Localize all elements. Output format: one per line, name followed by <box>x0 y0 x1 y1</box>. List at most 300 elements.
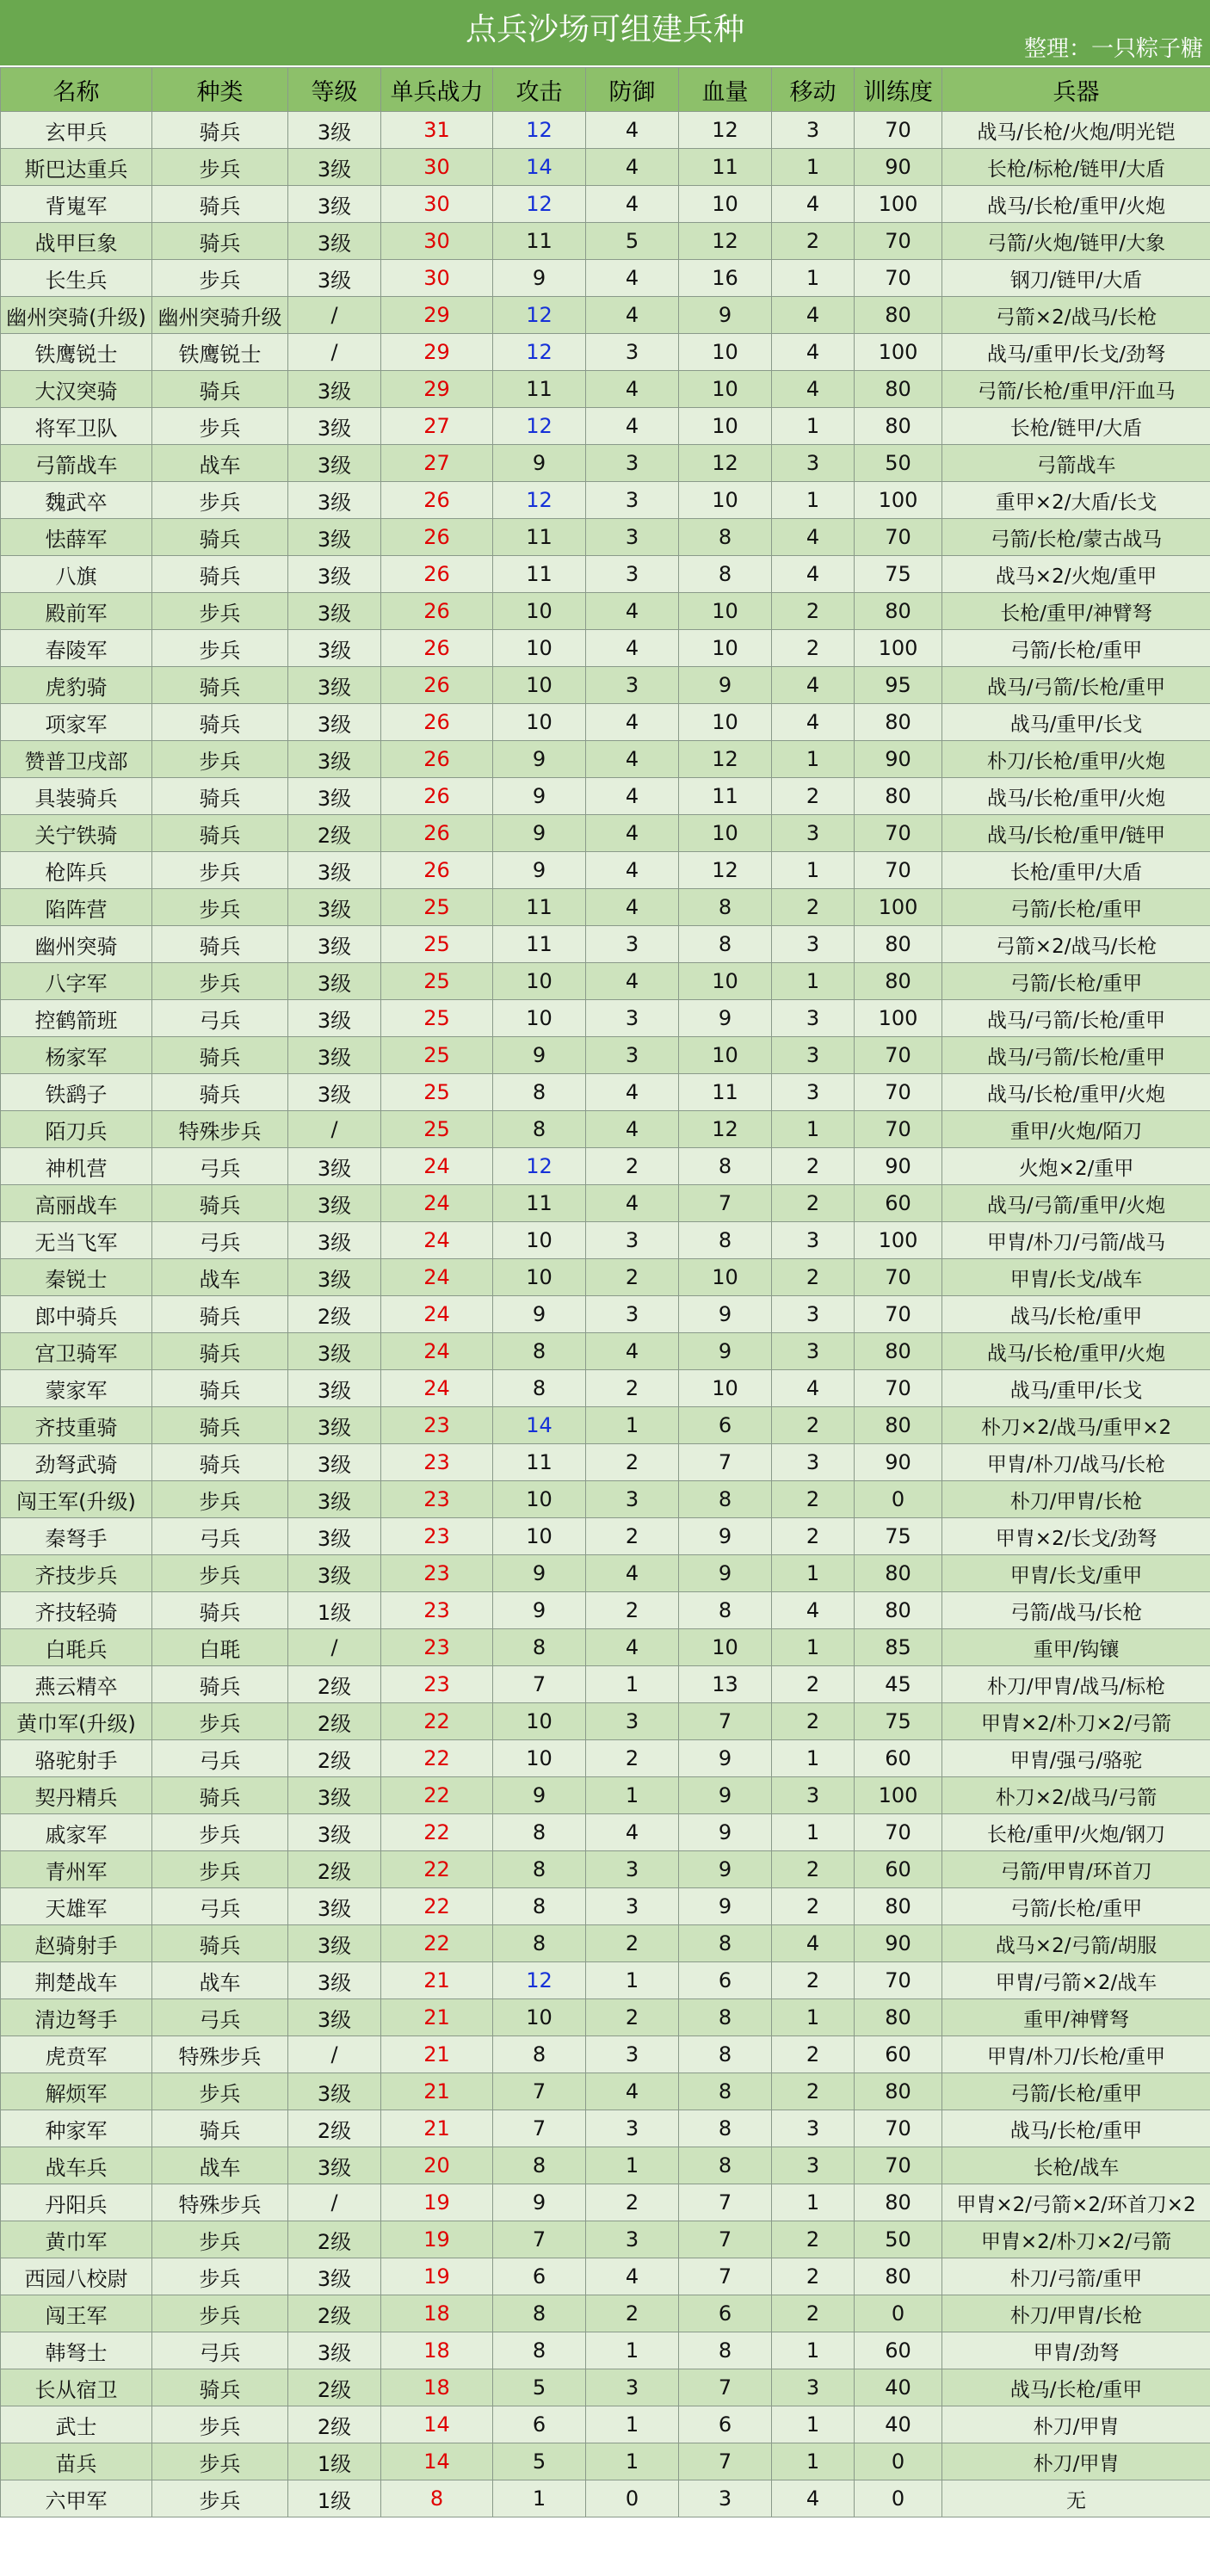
cell-name: 丹阳兵 <box>1 2184 152 2221</box>
cell-weapons: 弓箭×2/战马/长枪 <box>942 926 1210 963</box>
cell-training: 90 <box>855 1148 942 1185</box>
cell-hp: 8 <box>679 1148 772 1185</box>
cell-move: 2 <box>772 593 855 630</box>
column-header-weapons: 兵器 <box>942 68 1210 112</box>
cell-training: 0 <box>855 2295 942 2332</box>
cell-type: 骑兵 <box>152 1407 288 1444</box>
cell-power: 23 <box>381 1592 493 1629</box>
cell-training: 70 <box>855 223 942 260</box>
cell-move: 2 <box>772 1407 855 1444</box>
cell-defense: 0 <box>586 2480 679 2517</box>
cell-name: 长从宿卫 <box>1 2369 152 2406</box>
cell-type: 战车 <box>152 1259 288 1296</box>
cell-hp: 6 <box>679 1407 772 1444</box>
table-row <box>1 1740 1210 1777</box>
cell-weapons: 战马/弓箭/重甲/火炮 <box>942 1185 1210 1222</box>
cell-training: 70 <box>855 1259 942 1296</box>
cell-move: 2 <box>772 2295 855 2332</box>
cell-power: 30 <box>381 260 493 297</box>
cell-weapons: 战马/长枪/重甲 <box>942 2110 1210 2147</box>
table-row <box>1 2184 1210 2221</box>
cell-power: 30 <box>381 149 493 186</box>
cell-hp: 9 <box>679 1518 772 1555</box>
table-row <box>1 1703 1210 1740</box>
cell-move: 4 <box>772 334 855 371</box>
cell-hp: 10 <box>679 593 772 630</box>
cell-attack: 8 <box>493 1333 586 1370</box>
cell-attack: 7 <box>493 2073 586 2110</box>
cell-defense: 1 <box>586 2147 679 2184</box>
cell-move: 4 <box>772 297 855 334</box>
cell-weapons: 甲胄×2/朴刀×2/弓箭 <box>942 2221 1210 2258</box>
table-row <box>1 667 1210 704</box>
cell-attack: 11 <box>493 1444 586 1481</box>
cell-move: 3 <box>772 1333 855 1370</box>
cell-attack: 8 <box>493 1851 586 1888</box>
column-header-name: 名称 <box>1 68 152 112</box>
cell-attack: 11 <box>493 556 586 593</box>
cell-training: 80 <box>855 778 942 815</box>
cell-power: 22 <box>381 1814 493 1851</box>
column-header-hp: 血量 <box>679 68 772 112</box>
cell-weapons: 弓箭/长枪/重甲 <box>942 963 1210 1000</box>
cell-level: 3级 <box>288 630 381 667</box>
cell-power: 22 <box>381 1703 493 1740</box>
cell-defense: 4 <box>586 815 679 852</box>
unit-table <box>0 67 1210 2517</box>
cell-level: 3级 <box>288 852 381 889</box>
column-header-power: 单兵战力 <box>381 68 493 112</box>
cell-power: 25 <box>381 889 493 926</box>
cell-type: 弓兵 <box>152 1888 288 1925</box>
table-row <box>1 630 1210 667</box>
table-row <box>1 1407 1210 1444</box>
cell-defense: 3 <box>586 2036 679 2073</box>
cell-defense: 3 <box>586 519 679 556</box>
cell-name: 齐技轻骑 <box>1 1592 152 1629</box>
cell-attack: 8 <box>493 2036 586 2073</box>
cell-training: 100 <box>855 1222 942 1259</box>
cell-attack: 8 <box>493 1111 586 1148</box>
cell-hp: 6 <box>679 1962 772 1999</box>
cell-level: 3级 <box>288 149 381 186</box>
cell-attack: 9 <box>493 1592 586 1629</box>
table-row <box>1 2147 1210 2184</box>
cell-move: 4 <box>772 667 855 704</box>
cell-training: 70 <box>855 815 942 852</box>
cell-name: 武士 <box>1 2406 152 2443</box>
cell-defense: 4 <box>586 889 679 926</box>
table-row <box>1 1814 1210 1851</box>
cell-attack: 7 <box>493 2221 586 2258</box>
cell-defense: 4 <box>586 1629 679 1666</box>
table-row <box>1 1185 1210 1222</box>
cell-move: 1 <box>772 482 855 519</box>
cell-hp: 9 <box>679 1333 772 1370</box>
cell-attack: 12 <box>493 408 586 445</box>
cell-name: 大汉突骑 <box>1 371 152 408</box>
cell-weapons: 钢刀/链甲/大盾 <box>942 260 1210 297</box>
cell-level: / <box>288 2036 381 2073</box>
cell-type: 步兵 <box>152 593 288 630</box>
table-row <box>1 519 1210 556</box>
table-row <box>1 223 1210 260</box>
cell-power: 24 <box>381 1148 493 1185</box>
cell-type: 步兵 <box>152 2406 288 2443</box>
cell-level: 3级 <box>288 112 381 149</box>
cell-training: 0 <box>855 2480 942 2517</box>
cell-defense: 3 <box>586 667 679 704</box>
table-row <box>1 1555 1210 1592</box>
cell-move: 3 <box>772 2147 855 2184</box>
page-title: 点兵沙场可组建兵种 <box>465 12 744 47</box>
cell-move: 4 <box>772 371 855 408</box>
cell-attack: 5 <box>493 2369 586 2406</box>
cell-weapons: 战马×2/弓箭/胡服 <box>942 1925 1210 1962</box>
table-row <box>1 2332 1210 2369</box>
cell-weapons: 战马/长枪/重甲/火炮 <box>942 186 1210 223</box>
cell-attack: 10 <box>493 1518 586 1555</box>
cell-defense: 1 <box>586 2406 679 2443</box>
cell-power: 26 <box>381 815 493 852</box>
table-row <box>1 1444 1210 1481</box>
cell-move: 1 <box>772 149 855 186</box>
cell-power: 19 <box>381 2184 493 2221</box>
table-row <box>1 1370 1210 1407</box>
cell-hp: 8 <box>679 1999 772 2036</box>
cell-type: 骑兵 <box>152 1925 288 1962</box>
cell-type: 战车 <box>152 2147 288 2184</box>
table-row <box>1 1259 1210 1296</box>
cell-name: 齐技步兵 <box>1 1555 152 1592</box>
cell-level: 3级 <box>288 1333 381 1370</box>
cell-defense: 3 <box>586 1851 679 1888</box>
cell-name: 天雄军 <box>1 1888 152 1925</box>
table-row <box>1 2480 1210 2517</box>
cell-weapons: 弓箭/长枪/重甲/汗血马 <box>942 371 1210 408</box>
cell-level: 3级 <box>288 667 381 704</box>
cell-hp: 10 <box>679 371 772 408</box>
cell-defense: 4 <box>586 778 679 815</box>
cell-defense: 2 <box>586 1259 679 1296</box>
cell-attack: 10 <box>493 704 586 741</box>
cell-hp: 10 <box>679 704 772 741</box>
cell-name: 种家军 <box>1 2110 152 2147</box>
cell-hp: 7 <box>679 2369 772 2406</box>
cell-type: 步兵 <box>152 630 288 667</box>
cell-attack: 10 <box>493 1000 586 1037</box>
cell-name: 神机营 <box>1 1148 152 1185</box>
cell-defense: 3 <box>586 1037 679 1074</box>
cell-power: 30 <box>381 186 493 223</box>
cell-attack: 8 <box>493 1814 586 1851</box>
cell-weapons: 重甲/神臂弩 <box>942 1999 1210 2036</box>
cell-level: 3级 <box>288 223 381 260</box>
cell-level: 3级 <box>288 2147 381 2184</box>
cell-name: 青州军 <box>1 1851 152 1888</box>
cell-power: 8 <box>381 2480 493 2517</box>
cell-hp: 7 <box>679 1703 772 1740</box>
cell-weapons: 朴刀×2/战马/弓箭 <box>942 1777 1210 1814</box>
cell-power: 21 <box>381 2036 493 2073</box>
cell-training: 85 <box>855 1629 942 1666</box>
cell-hp: 8 <box>679 2332 772 2369</box>
cell-hp: 10 <box>679 408 772 445</box>
cell-power: 25 <box>381 1074 493 1111</box>
cell-hp: 8 <box>679 2036 772 2073</box>
cell-power: 26 <box>381 704 493 741</box>
cell-attack: 9 <box>493 778 586 815</box>
cell-power: 21 <box>381 1962 493 1999</box>
cell-training: 80 <box>855 1888 942 1925</box>
cell-name: 齐技重骑 <box>1 1407 152 1444</box>
cell-attack: 9 <box>493 1037 586 1074</box>
cell-weapons: 战马/重甲/长戈 <box>942 704 1210 741</box>
cell-training: 100 <box>855 186 942 223</box>
cell-power: 26 <box>381 741 493 778</box>
cell-type: 骑兵 <box>152 2369 288 2406</box>
cell-attack: 9 <box>493 2184 586 2221</box>
cell-move: 3 <box>772 1777 855 1814</box>
cell-move: 3 <box>772 112 855 149</box>
cell-defense: 4 <box>586 2073 679 2110</box>
cell-power: 18 <box>381 2369 493 2406</box>
cell-level: 3级 <box>288 1444 381 1481</box>
cell-training: 70 <box>855 1370 942 1407</box>
cell-name: 高丽战车 <box>1 1185 152 1222</box>
cell-move: 3 <box>772 445 855 482</box>
cell-level: / <box>288 297 381 334</box>
cell-weapons: 弓箭/甲胄/环首刀 <box>942 1851 1210 1888</box>
cell-defense: 4 <box>586 149 679 186</box>
cell-defense: 3 <box>586 556 679 593</box>
cell-move: 1 <box>772 2184 855 2221</box>
cell-move: 1 <box>772 852 855 889</box>
cell-hp: 8 <box>679 2073 772 2110</box>
cell-defense: 2 <box>586 2184 679 2221</box>
cell-level: 2级 <box>288 1703 381 1740</box>
cell-weapons: 战马/长枪/火炮/明光铠 <box>942 112 1210 149</box>
cell-training: 60 <box>855 2036 942 2073</box>
cell-type: 骑兵 <box>152 223 288 260</box>
cell-training: 70 <box>855 1111 942 1148</box>
cell-weapons: 甲胄/朴刀/弓箭/战马 <box>942 1222 1210 1259</box>
cell-hp: 12 <box>679 223 772 260</box>
cell-hp: 12 <box>679 852 772 889</box>
cell-type: 步兵 <box>152 1814 288 1851</box>
cell-hp: 7 <box>679 1444 772 1481</box>
credit-text: 整理：一只粽子糖 <box>1023 36 1203 62</box>
cell-type: 步兵 <box>152 741 288 778</box>
cell-power: 25 <box>381 1037 493 1074</box>
cell-training: 60 <box>855 1740 942 1777</box>
cell-weapons: 战马/弓箭/长枪/重甲 <box>942 667 1210 704</box>
cell-level: 3级 <box>288 482 381 519</box>
cell-power: 14 <box>381 2443 493 2480</box>
cell-level: 1级 <box>288 2443 381 2480</box>
cell-level: 2级 <box>288 2406 381 2443</box>
cell-defense: 4 <box>586 112 679 149</box>
title-bar <box>0 0 1210 67</box>
cell-power: 22 <box>381 1851 493 1888</box>
cell-type: 弓兵 <box>152 1740 288 1777</box>
cell-name: 闯王军 <box>1 2295 152 2332</box>
cell-attack: 9 <box>493 260 586 297</box>
cell-name: 蒙家军 <box>1 1370 152 1407</box>
table-row <box>1 1481 1210 1518</box>
cell-training: 100 <box>855 1777 942 1814</box>
cell-power: 24 <box>381 1296 493 1333</box>
cell-name: 魏武卒 <box>1 482 152 519</box>
cell-hp: 6 <box>679 2295 772 2332</box>
cell-type: 骑兵 <box>152 519 288 556</box>
cell-power: 24 <box>381 1333 493 1370</box>
cell-level: 3级 <box>288 1037 381 1074</box>
cell-training: 75 <box>855 1703 942 1740</box>
cell-defense: 3 <box>586 1703 679 1740</box>
cell-hp: 10 <box>679 334 772 371</box>
cell-level: 2级 <box>288 1851 381 1888</box>
cell-defense: 1 <box>586 2443 679 2480</box>
cell-power: 21 <box>381 2073 493 2110</box>
column-header-defense: 防御 <box>586 68 679 112</box>
cell-move: 2 <box>772 2258 855 2295</box>
cell-defense: 3 <box>586 1000 679 1037</box>
cell-move: 4 <box>772 556 855 593</box>
cell-hp: 12 <box>679 1111 772 1148</box>
cell-type: 骑兵 <box>152 815 288 852</box>
cell-level: 3级 <box>288 1518 381 1555</box>
cell-hp: 10 <box>679 482 772 519</box>
cell-attack: 12 <box>493 297 586 334</box>
cell-name: 赵骑射手 <box>1 1925 152 1962</box>
table-row <box>1 852 1210 889</box>
cell-name: 怯薛军 <box>1 519 152 556</box>
cell-attack: 12 <box>493 334 586 371</box>
cell-defense: 4 <box>586 630 679 667</box>
cell-name: 控鹤箭班 <box>1 1000 152 1037</box>
cell-name: 赞普卫戌部 <box>1 741 152 778</box>
cell-attack: 8 <box>493 1074 586 1111</box>
cell-type: 骑兵 <box>152 1037 288 1074</box>
table-row <box>1 186 1210 223</box>
cell-name: 韩弩士 <box>1 2332 152 2369</box>
cell-weapons: 战马/长枪/重甲/链甲 <box>942 815 1210 852</box>
cell-defense: 4 <box>586 1333 679 1370</box>
cell-weapons: 弓箭×2/战马/长枪 <box>942 297 1210 334</box>
cell-defense: 4 <box>586 852 679 889</box>
table-row <box>1 704 1210 741</box>
cell-level: 3级 <box>288 1888 381 1925</box>
cell-level: 3级 <box>288 1259 381 1296</box>
cell-weapons: 弓箭/战马/长枪 <box>942 1592 1210 1629</box>
table-row <box>1 1777 1210 1814</box>
cell-power: 14 <box>381 2406 493 2443</box>
table-row <box>1 1629 1210 1666</box>
cell-defense: 2 <box>586 1925 679 1962</box>
cell-type: 特殊步兵 <box>152 2036 288 2073</box>
cell-hp: 7 <box>679 2258 772 2295</box>
table-row <box>1 297 1210 334</box>
cell-defense: 4 <box>586 186 679 223</box>
table-row <box>1 2073 1210 2110</box>
cell-hp: 8 <box>679 1222 772 1259</box>
cell-move: 2 <box>772 1703 855 1740</box>
cell-name: 殿前军 <box>1 593 152 630</box>
table-row <box>1 1518 1210 1555</box>
cell-attack: 10 <box>493 1222 586 1259</box>
cell-name: 戚家军 <box>1 1814 152 1851</box>
cell-defense: 3 <box>586 1222 679 1259</box>
cell-level: 3级 <box>288 445 381 482</box>
cell-name: 八字军 <box>1 963 152 1000</box>
cell-hp: 9 <box>679 1814 772 1851</box>
table-row <box>1 2295 1210 2332</box>
cell-defense: 2 <box>586 1444 679 1481</box>
cell-type: 骑兵 <box>152 1296 288 1333</box>
cell-power: 23 <box>381 1555 493 1592</box>
cell-type: 骑兵 <box>152 556 288 593</box>
cell-hp: 8 <box>679 1592 772 1629</box>
cell-weapons: 弓箭/长枪/重甲 <box>942 1888 1210 1925</box>
cell-weapons: 战马/长枪/重甲 <box>942 1296 1210 1333</box>
cell-move: 2 <box>772 1259 855 1296</box>
cell-attack: 12 <box>493 1962 586 1999</box>
cell-defense: 4 <box>586 741 679 778</box>
cell-level: 3级 <box>288 1148 381 1185</box>
cell-name: 郎中骑兵 <box>1 1296 152 1333</box>
cell-name: 杨家军 <box>1 1037 152 1074</box>
cell-weapons: 战马/重甲/长戈/劲弩 <box>942 334 1210 371</box>
cell-power: 26 <box>381 852 493 889</box>
table-row <box>1 2369 1210 2406</box>
cell-level: 3级 <box>288 1222 381 1259</box>
cell-move: 1 <box>772 1629 855 1666</box>
cell-hp: 8 <box>679 1481 772 1518</box>
cell-power: 22 <box>381 1777 493 1814</box>
cell-weapons: 朴刀/甲胄/长枪 <box>942 1481 1210 1518</box>
cell-attack: 9 <box>493 852 586 889</box>
table-row <box>1 1592 1210 1629</box>
cell-training: 40 <box>855 2369 942 2406</box>
cell-attack: 9 <box>493 741 586 778</box>
cell-level: 3级 <box>288 1925 381 1962</box>
cell-move: 1 <box>772 1740 855 1777</box>
cell-hp: 11 <box>679 1074 772 1111</box>
cell-name: 玄甲兵 <box>1 112 152 149</box>
cell-move: 1 <box>772 260 855 297</box>
cell-move: 3 <box>772 1296 855 1333</box>
table-row <box>1 149 1210 186</box>
column-header-type: 种类 <box>152 68 288 112</box>
cell-hp: 8 <box>679 926 772 963</box>
cell-weapons: 战马/弓箭/长枪/重甲 <box>942 1000 1210 1037</box>
cell-attack: 8 <box>493 2147 586 2184</box>
cell-type: 步兵 <box>152 889 288 926</box>
cell-attack: 6 <box>493 2406 586 2443</box>
cell-type: 步兵 <box>152 963 288 1000</box>
cell-training: 80 <box>855 1333 942 1370</box>
cell-hp: 10 <box>679 1037 772 1074</box>
cell-hp: 12 <box>679 445 772 482</box>
cell-weapons: 甲胄/朴刀/战马/长枪 <box>942 1444 1210 1481</box>
cell-level: 2级 <box>288 1296 381 1333</box>
cell-level: / <box>288 1111 381 1148</box>
cell-defense: 4 <box>586 704 679 741</box>
cell-hp: 10 <box>679 630 772 667</box>
cell-move: 3 <box>772 926 855 963</box>
cell-move: 2 <box>772 2221 855 2258</box>
